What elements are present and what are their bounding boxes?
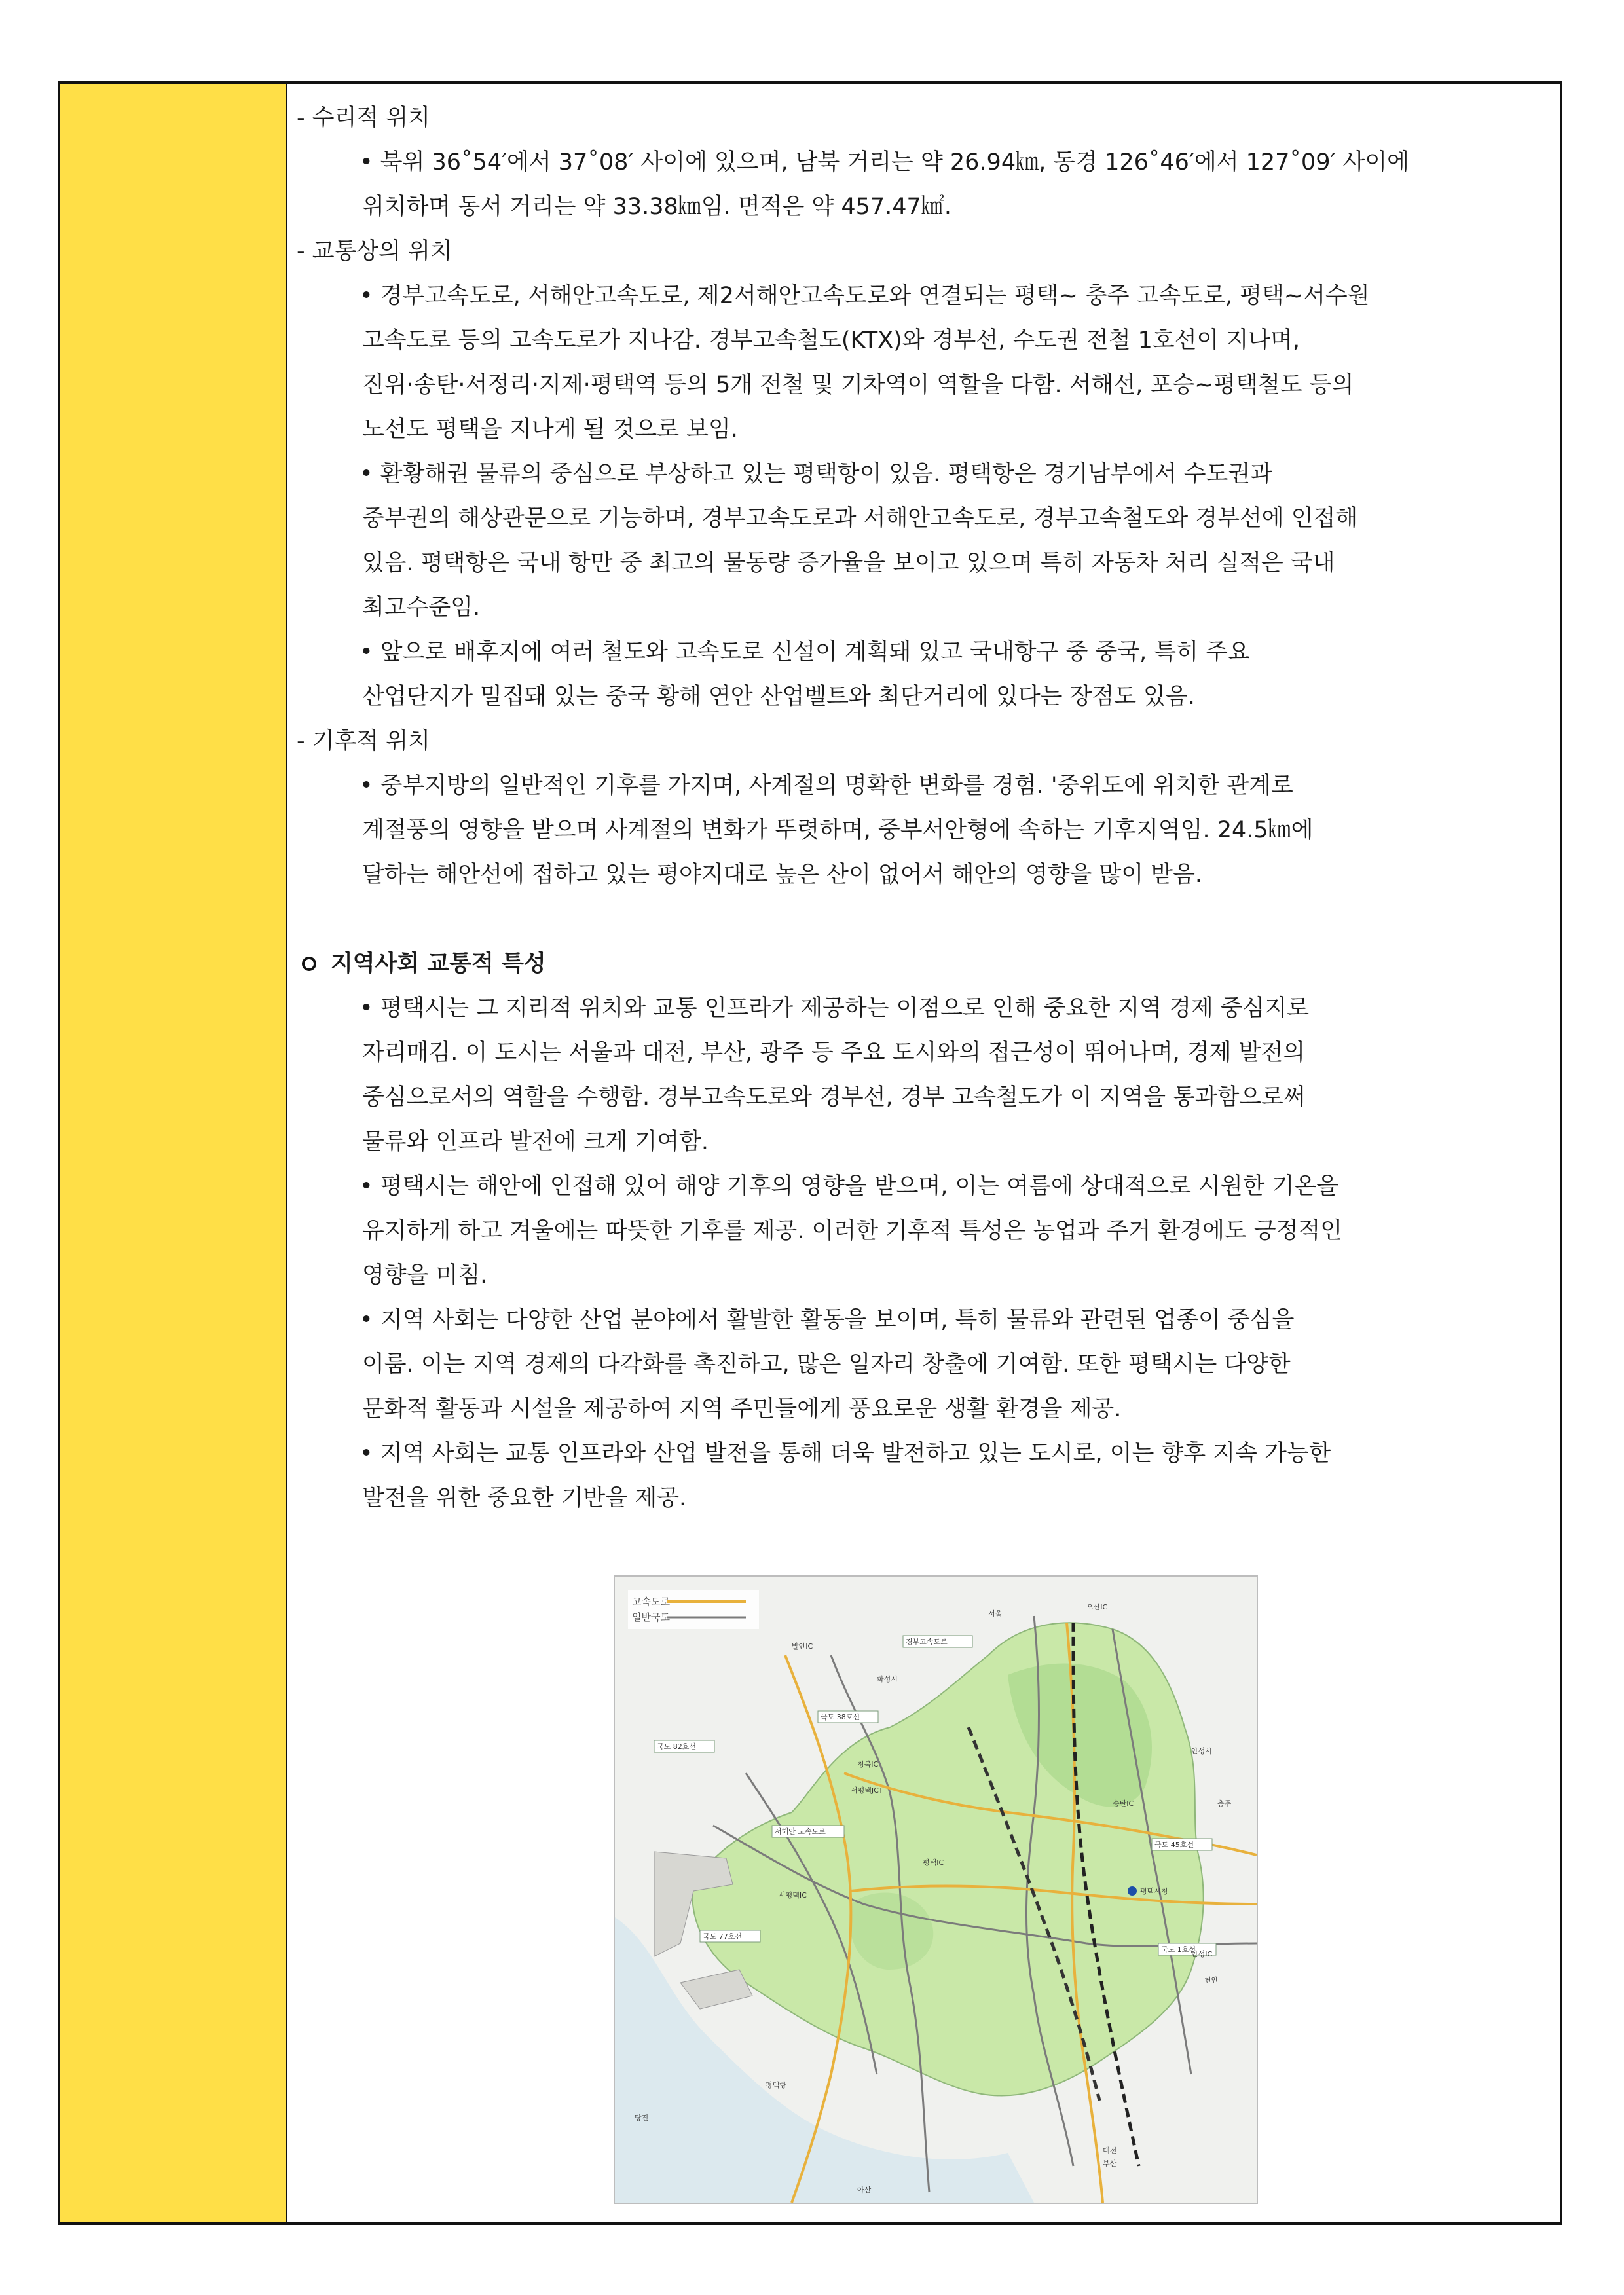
map-label-chungju: 충주: [1217, 1799, 1232, 1808]
paragraph-line: • 환황해권 물류의 중심으로 부상하고 있는 평택항이 있음. 평택항은 경기남부에서 수도권과: [360, 461, 1272, 487]
paragraph-line: 최고수준임.: [362, 595, 481, 621]
map-label-national-82: 국도 82호선: [657, 1742, 696, 1751]
legend-national-road-label: 일반국도: [632, 1611, 670, 1623]
paragraph-line: 중심으로서의 역할을 수행함. 경부고속도로와 경부선, 경부 고속철도가 이 지역을 통과함으로써: [362, 1084, 1306, 1111]
city-hall-marker-icon: [1128, 1886, 1137, 1896]
paragraph-line: • 경부고속도로, 서해안고속도로, 제2서해안고속도로와 연결되는 평택~ 충주 고속도로, 평택~서수원: [360, 283, 1370, 309]
map-label-cheongbuk-ic: 청북IC: [857, 1760, 879, 1769]
legend-highway-label: 고속도로: [632, 1596, 670, 1607]
map-label-national-1: 국도 1호선: [1161, 1945, 1196, 1954]
map-label-osan-ic: 오산IC: [1086, 1603, 1108, 1611]
section-title-mathematical-location: - 수리적 위치: [297, 105, 430, 131]
map-label-seohaean-expressway: 서해안 고속도로: [775, 1827, 826, 1836]
map-label-daejeon: 대전: [1103, 2146, 1117, 2155]
paragraph-line: 이룸. 이는 지역 경제의 다각화를 촉진하고, 많은 일자리 창출에 기여함. 또한 평택시는 다양한: [362, 1351, 1291, 1378]
map-label-pyeongtaek-ic: 평택IC: [923, 1858, 944, 1867]
paragraph-line: 산업단지가 밀집돼 있는 중국 황해 연안 산업벨트와 최단거리에 있다는 장점도 있음.: [362, 684, 1195, 710]
map-label-pyeongtaek-port: 평택항: [766, 2081, 786, 2089]
map-label-seoul: 서울: [988, 1609, 1003, 1618]
map-label-city-hall: 평택시청: [1140, 1887, 1168, 1896]
map-label-national-45: 국도 45호선: [1154, 1841, 1194, 1849]
paragraph-line: • 북위 36˚54′에서 37˚08′ 사이에 있으며, 남북 거리는 약 26.94㎞, 동경 126˚46′에서 127˚09′ 사이에: [360, 149, 1409, 175]
paragraph-line: • 평택시는 해안에 인접해 있어 해양 기후의 영향을 받으며, 이는 여름에 상대적으로 시원한 기온을: [360, 1173, 1338, 1200]
paragraph-line: 고속도로 등의 고속도로가 지나감. 경부고속철도(KTX)와 경부선, 수도권 전철 1호선이 지나며,: [362, 327, 1301, 354]
paragraph-line: • 중부지방의 일반적인 기후를 가지며, 사계절의 명확한 변화를 경험. '중위도에 위치한 관계로: [360, 773, 1293, 799]
heading-text: 지역사회 교통적 특성: [331, 951, 546, 977]
paragraph-line: • 지역 사회는 교통 인프라와 산업 발전을 통해 더욱 발전하고 있는 도시로, 이는 향후 지속 가능한: [360, 1441, 1331, 1467]
circle-bullet-icon: [302, 957, 316, 971]
content-column: [287, 84, 1560, 2222]
map-label-cheonan: 천안: [1204, 1976, 1219, 1985]
paragraph-line: 문화적 활동과 시설을 제공하여 지역 주민들에게 풍요로운 생활 환경을 제공.: [362, 1396, 1122, 1422]
map-label-seo-pyeongtaek-jct: 서평택JCT: [851, 1786, 883, 1795]
map-label-seo-pyeongtaek-ic: 서평택IC: [779, 1891, 807, 1900]
paragraph-line: 계절풍의 영향을 받으며 사계절의 변화가 뚜렷하며, 중부서안형에 속하는 기후지역임. 24.5㎞에: [362, 817, 1314, 843]
section-title-transport-location: - 교통상의 위치: [297, 238, 452, 265]
paragraph-line: 자리매김. 이 도시는 서울과 대전, 부산, 광주 등 주요 도시와의 접근성이 뛰어나며, 경제 발전의: [362, 1040, 1306, 1066]
paragraph-line: 달하는 해안선에 접하고 있는 평야지대로 높은 산이 없어서 해안의 영향을 많이 받음.: [362, 862, 1203, 888]
map-label-dangjin: 당진: [635, 2114, 649, 2122]
paragraph-line: • 지역 사회는 다양한 산업 분야에서 활발한 활동을 보이며, 특히 물류와 관련된 업종이 중심을: [360, 1307, 1295, 1333]
sidebar-column: [60, 84, 287, 2222]
map-label-national-38: 국도 38호선: [821, 1713, 860, 1721]
section-title-climate-location: - 기후적 위치: [297, 728, 430, 754]
paragraph-line: 중부권의 해상관문으로 기능하며, 경부고속도로과 서해안고속도로, 경부고속철도와 경부선에 인접해: [362, 505, 1358, 532]
paragraph-line: 위치하며 동서 거리는 약 33.38㎞임. 면적은 약 457.47㎢.: [362, 194, 951, 220]
map-label-anseong-city: 안성시: [1191, 1747, 1212, 1755]
map-label-asan: 아산: [857, 2186, 872, 2194]
map-label-gyeongbu-expressway: 경부고속도로: [906, 1638, 948, 1646]
paragraph-line: • 평택시는 그 지리적 위치와 교통 인프라가 제공하는 이점으로 인해 중요한 지역 경제 중심지로: [360, 995, 1310, 1021]
paragraph-line: 진위·송탄·서정리·지제·평택역 등의 5개 전철 및 기차역이 역할을 다함. 서해선, 포승~평택철도 등의: [362, 372, 1354, 398]
paragraph-line: 물류와 인프라 발전에 크게 기여함.: [362, 1129, 709, 1155]
map-label-anseong-ic: 안성IC: [1191, 1950, 1213, 1958]
paragraph-line: 유지하게 하고 겨울에는 따뜻한 기후를 제공. 이러한 기후적 특성은 농업과 주거 환경에도 긍정적인: [362, 1218, 1343, 1244]
map-label-national-77: 국도 77호선: [703, 1932, 742, 1941]
paragraph-line: • 앞으로 배후지에 여러 철도와 고속도로 신설이 계획돼 있고 국내항구 중 중국, 특히 주요: [360, 639, 1250, 665]
map-label-hwaseong: 화성시: [877, 1675, 898, 1683]
section-heading-transport-traits: [287, 942, 1560, 986]
transport-map: [614, 1575, 1258, 2204]
map-label-balan-ic: 발안IC: [792, 1642, 813, 1651]
page-frame: [58, 81, 1562, 2225]
paragraph-line: 발전을 위한 중요한 기반을 제공.: [362, 1485, 687, 1511]
paragraph-line: 노선도 평택을 지나게 될 것으로 보임.: [362, 416, 738, 443]
map-label-songtan-ic: 송탄IC: [1113, 1799, 1134, 1808]
map-svg: [615, 1577, 1257, 2203]
paragraph-line: 영향을 미침.: [362, 1262, 488, 1289]
map-label-busan: 부산: [1103, 2159, 1117, 2168]
paragraph-line: 있음. 평택항은 국내 항만 중 최고의 물동량 증가율을 보이고 있으며 특히 자동차 처리 실적은 국내: [362, 550, 1335, 576]
